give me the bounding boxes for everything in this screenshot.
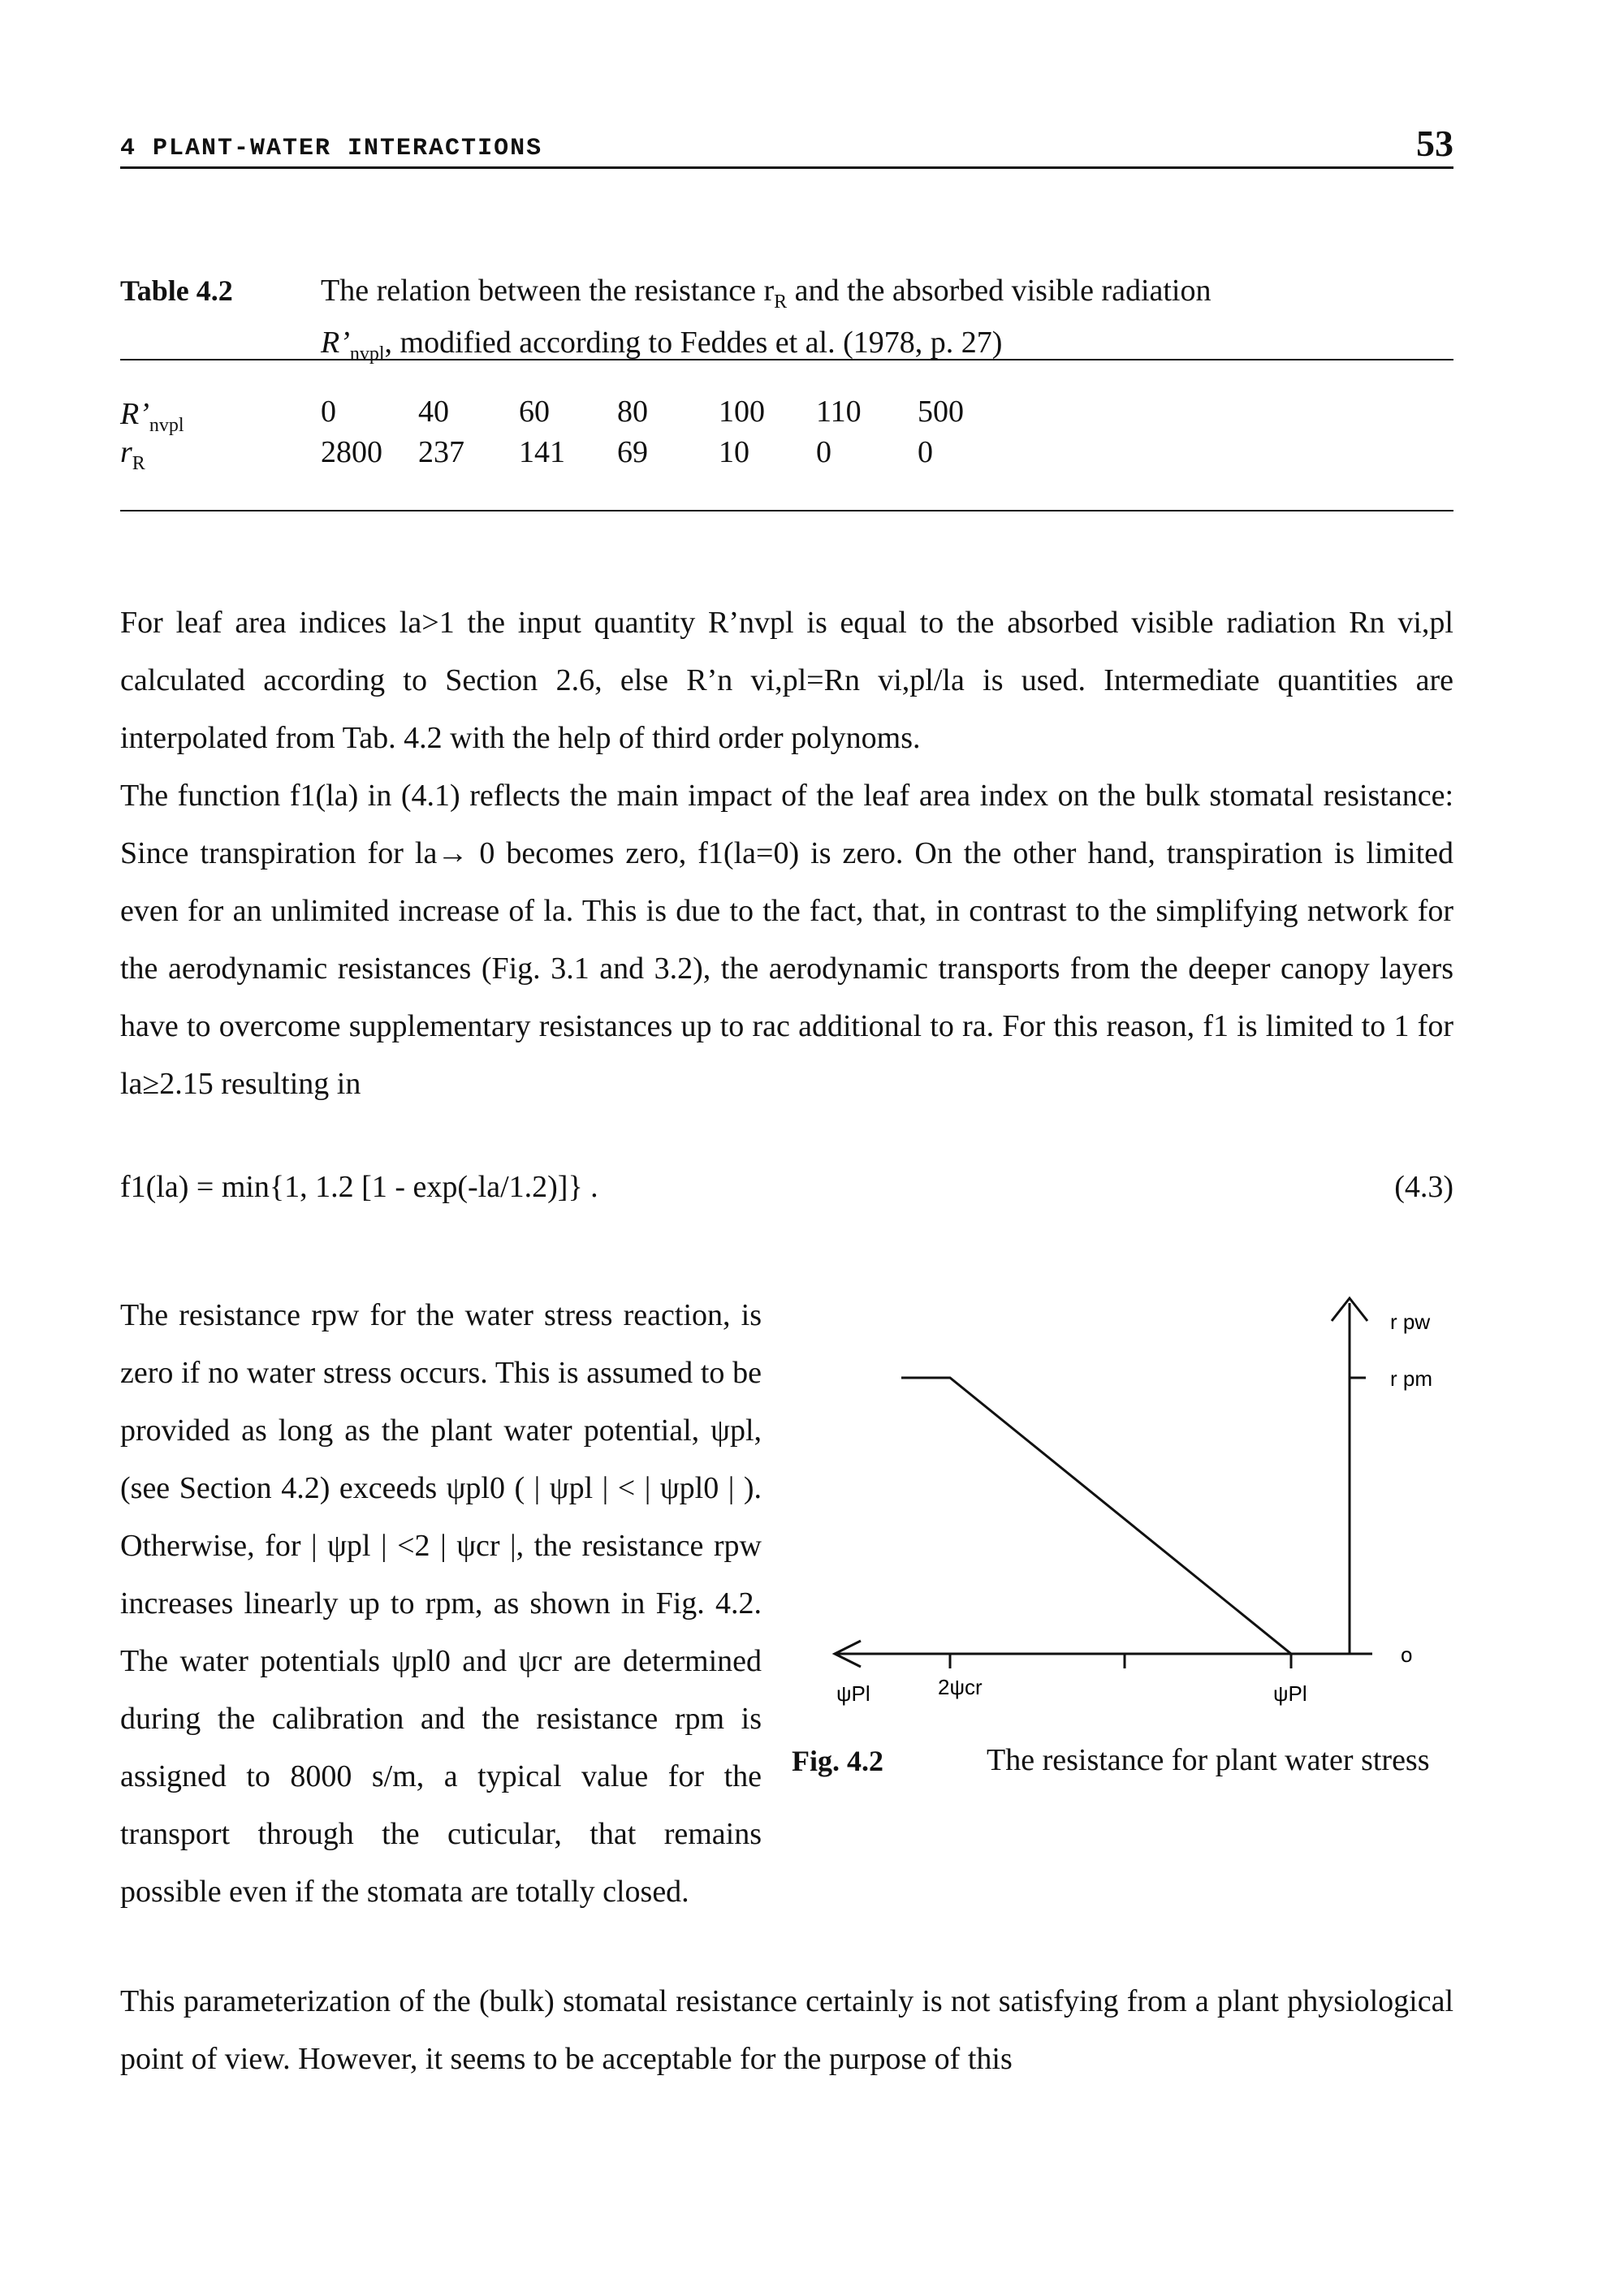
caption-sub-r: R [774, 291, 788, 313]
row-label-rnvpl [120, 396, 184, 437]
caption-var-r: R’ [321, 326, 350, 360]
figure-label: Fig. 4.2 [792, 1745, 883, 1777]
label-2psicr: 2ψcr [938, 1675, 983, 1699]
table-cell: 0 [918, 435, 933, 469]
figure-4-2-diagram [804, 1287, 1462, 1717]
table-cell: 141 [519, 435, 565, 469]
page-number: 53 [1416, 123, 1453, 164]
table-cell: 69 [617, 435, 648, 469]
table-cell: 110 [816, 395, 862, 429]
row-label-rnvpl-sub: nvpl [149, 415, 184, 436]
caption-text-1-end: and the absorbed visible radiation [787, 274, 1212, 308]
table-label: Table 4.2 [120, 274, 233, 307]
label-rpm: r pm [1390, 1366, 1432, 1391]
table-cell: 237 [418, 435, 464, 469]
paragraph-water-stress: The resistance rpw for the water stress reaction, is zero if no water stress occurs. This is assumed to be provided as long as the plant water potential, ψpl, (see Section 4.2) exceeds ψpl0 ( | ψpl | < | ψpl0 | ). Otherwise, for | ψpl | <2 | ψcr |, the resistance rpw increases linearly up to rpm, as shown in Fig. 4.2. The water potentials ψpl0 and ψcr are determined during the calibration and the resistance rpm is assigned to 8000 s/m, a typical value for the transport through the cuticular, that remains possible even if the stomata are totally closed. [120, 1298, 762, 1909]
table-cell: 60 [519, 395, 550, 429]
row-label-rr [120, 434, 145, 475]
paragraph-leaf-area: For leaf area indices la>1 the input quantity R’nvpl is equal to the absorbed visible radiation Rn vi,pl calculated according to Section 2.6, else R’n vi,pl=Rn vi,pl/la is used. Intermediate quantities are interpolated from Tab. 4.2 with the help of third order polynoms. [120, 606, 1453, 755]
label-psi-left: ψPl [836, 1681, 870, 1706]
label-rpw: r pw [1390, 1310, 1431, 1334]
table-bottom-rule [120, 510, 1453, 511]
table-cell: 10 [719, 435, 749, 469]
table-cell: 40 [418, 395, 449, 429]
figure-caption: The resistance for plant water stress [987, 1743, 1430, 1777]
table-cell: 0 [321, 395, 336, 429]
caption-sub-nvpl: nvpl [349, 343, 385, 365]
table-cell: 2800 [321, 435, 382, 469]
caption-text-2-end: , modified according to Feddes et al. (1978, p. 27) [384, 326, 1003, 360]
paragraph-parameterization: This parameterization of the (bulk) stomatal resistance certainly is not satisfying from a plant physiological point of view. However, it seems to be acceptable for the purpose of this [120, 1984, 1453, 2076]
row-label-rr-sub: R [132, 453, 145, 474]
resistance-curve [901, 1378, 1350, 1654]
equation-number: (4.3) [1394, 1170, 1453, 1204]
table-top-rule [120, 359, 1453, 360]
table-cell: 100 [719, 395, 765, 429]
equation-4-3: f1(la) = min{1, 1.2 [1 - exp(-la/1.2)]} . [120, 1170, 598, 1204]
table-cell: 0 [816, 435, 831, 469]
label-psi-right: ψPl [1273, 1681, 1307, 1706]
paragraph-function-f1: The function f1(la) in (4.1) reflects the main impact of the leaf area index on the bulk stomatal resistance: Since transpiration for la→ 0 becomes zero, f1(la=0) is zero. On the other hand, transpiration is limited even for an unlimited increase of la. This is due to the fact, that, in contrast to the simplifying network for the aerodynamic resistances (Fig. 3.1 and 3.2), the aerodynamic transports from the deeper canopy layers have to overcome supplementary resistances up to rac additional to ra. For this reason, f1 is limited to 1 for la≥2.15 resulting in [120, 779, 1453, 1101]
table-cell: 500 [918, 395, 964, 429]
header-rule [120, 166, 1453, 169]
row-label-rr-var: r [120, 435, 132, 469]
caption-text-1: The relation between the resistance r [321, 274, 775, 308]
row-label-rnvpl-var: R’ [120, 397, 149, 431]
label-zero: o [1401, 1642, 1413, 1667]
table-cell: 80 [617, 395, 648, 429]
running-header: 4 PLANT-WATER INTERACTIONS [120, 135, 543, 162]
